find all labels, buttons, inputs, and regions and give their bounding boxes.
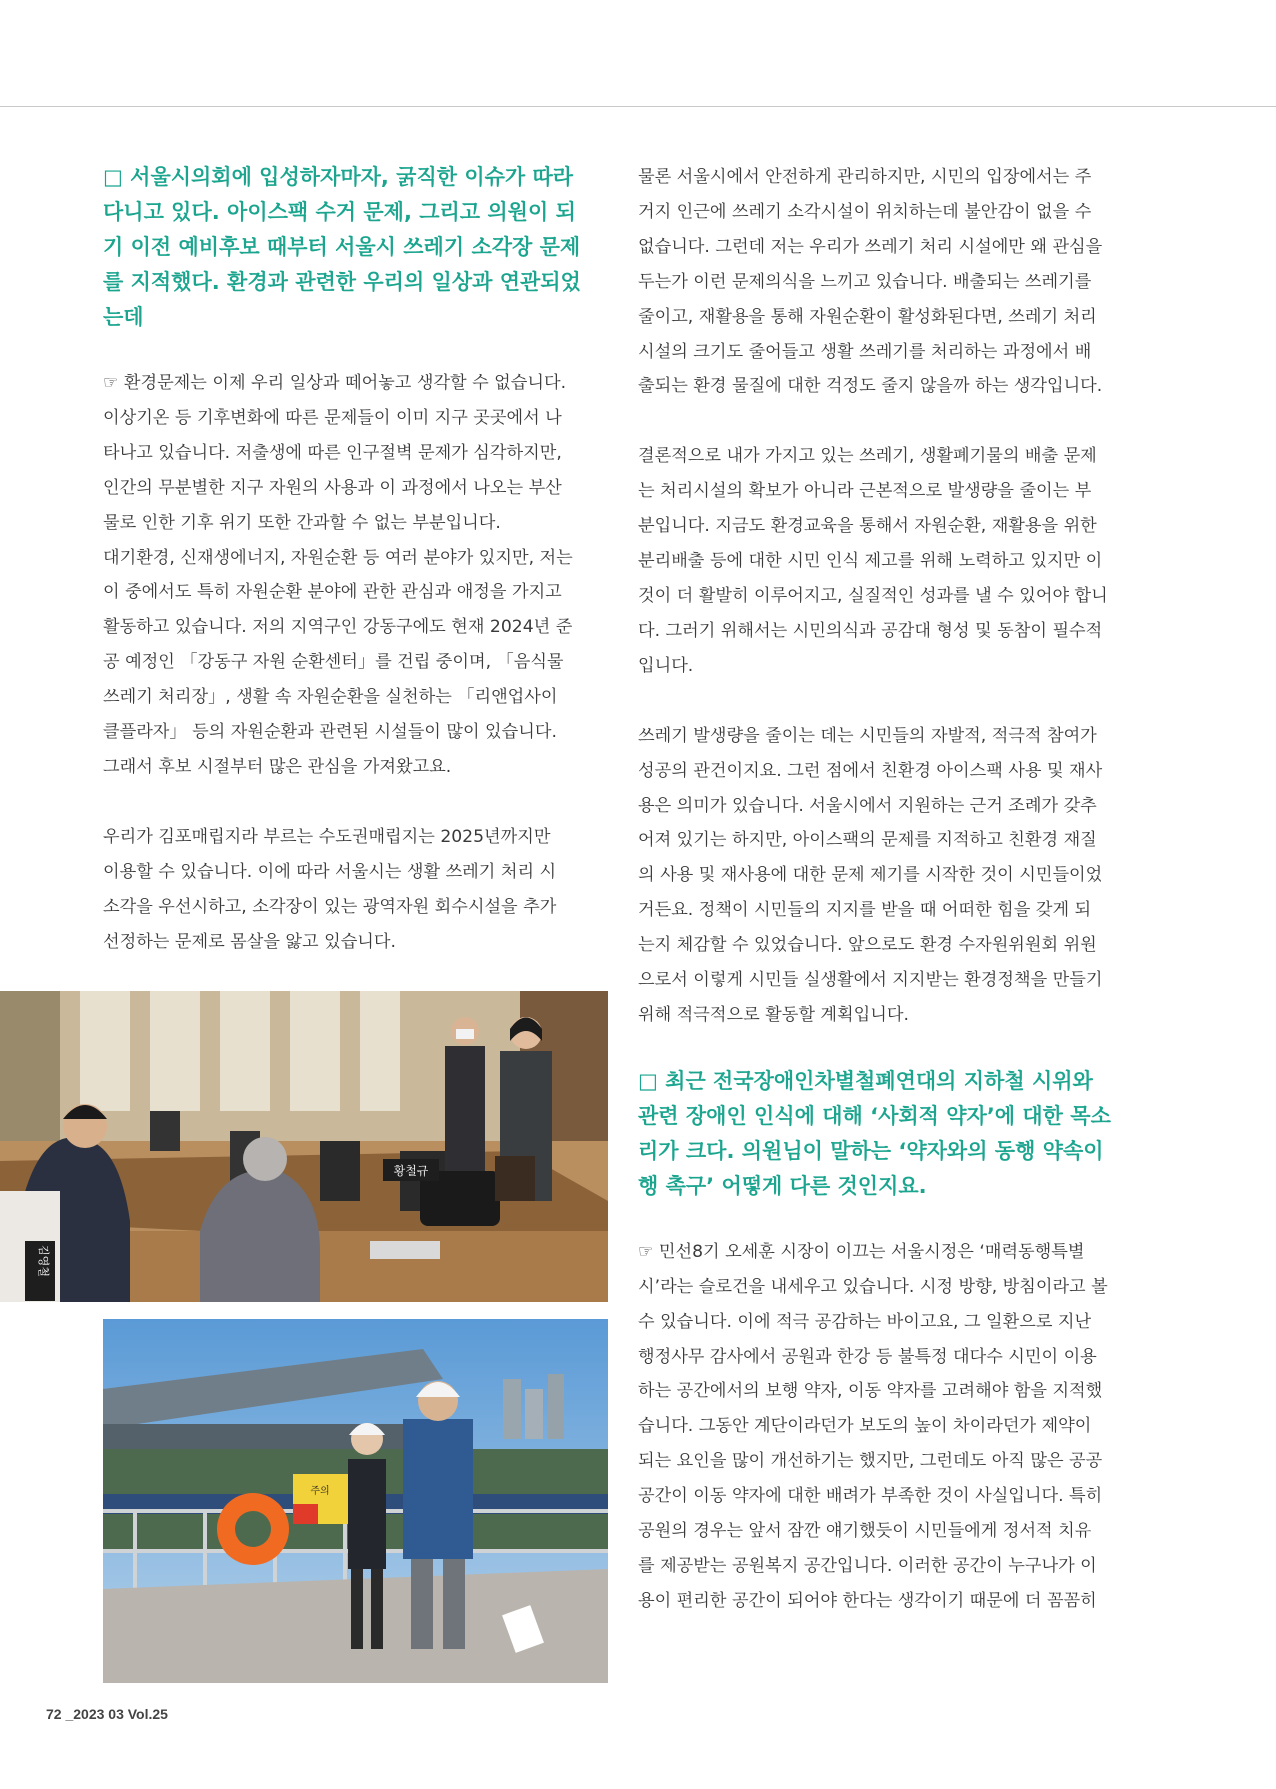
answer-paragraph-2: 우리가 김포매립지라 부르는 수도권매립지는 2025년까지만 이용할 수 있습니다. 이에 따라 서울시는 생활 쓰레기 처리 시 소각을 우선시하고, 소각장이 있는 광역자원 회수시설을 추가 선정하는 문제로 몸살을 앓고 있습니다.	[103, 826, 557, 952]
answer-paragraph-5: 쓰레기 발생량을 줄이는 데는 시민들의 자발적, 적극적 참여가 성공의 관건이지요. 그런 점에서 친환경 아이스팩 사용 및 재사 용은 의미가 있습니다. 서울시에서 지원하는 근거 조례가 갖추 어져 있기는 하지만, 아이스팩의 문제를 지적하고 친환경 재질 의 사용 및 재사용에 대한 문제 제기를 시작한 것이 시민들이었 거든요. 정책이 시민들의 지지를 받을 때 어떠한 힘을 갖게 되 는지 체감할 수 있었습니다. 앞으로도 환경 수자원위원회 위원 으로서 이렇게 시민들 실생활에서 지지받는 환경정책을 만들기 위해 적극적으로 활동할 계획입니다.	[638, 725, 1103, 1025]
council-meeting-photo	[0, 991, 608, 1302]
left-column	[103, 160, 608, 960]
question-heading-2: □ 최근 전국장애인차별철폐연대의 지하철 시위와 관련 장애인 인식에 대해 ‘사회적 약자’에 대한 목소 리가 크다. 의원님이 말하는 ‘약자와의 동행 약속이 행 촉구’ 어떻게 다른 것인지요.	[638, 1068, 1111, 1198]
question-heading-1: □ 서울시의회에 입성하자마자, 굵직한 이슈가 따라 다니고 있다. 아이스팩 수거 문제, 그리고 의원이 되 기 이전 예비후보 때부터 서울시 쓰레기 소각장 문제 를 지적했다. 환경과 관련한 우리의 일상과 연관되었 는데	[103, 165, 581, 329]
nameplate-kim: 김영철	[37, 1245, 50, 1277]
header-rule	[0, 106, 1276, 107]
facility-inspection-photo	[103, 1319, 608, 1683]
right-column	[638, 160, 1140, 1619]
answer-paragraph-4: 결론적으로 내가 가지고 있는 쓰레기, 생활폐기물의 배출 문제 는 처리시설의 확보가 아니라 근본적으로 발생량을 줄이는 부 분입니다. 지금도 환경교육을 통해서 자원순환, 재활용을 위한 분리배출 등에 대한 시민 인식 제고를 위해 노력하고 있지만 이 것이 더 활발히 이루어지고, 실질적인 성과를 낼 수 있어야 합니 다. 그러기 위해서는 시민의식과 공감대 형성 및 동참이 필수적 입니다.	[638, 446, 1108, 676]
answer-paragraph-1: ☞ 환경문제는 이제 우리 일상과 떼어놓고 생각할 수 없습니다. 이상기온 등 기후변화에 따른 문제들이 이미 지구 곳곳에서 나 타나고 있습니다. 저출생에 따른 인구절벽 문제가 심각하지만, 인간의 무분별한 지구 자원의 사용과 이 과정에서 나오는 부산 물로 인한 기후 위기 또한 간과할 수 없는 부분입니다. 대기환경, 신재생에너지, 자원순환 등 여러 분야가 있지만, 저는 이 중에서도 특히 자원순환 분야에 관한 관심과 애정을 가지고 활동하고 있습니다. 저의 지역구인 강동구에도 현재 2024년 준 공 예정인 「강동구 자원 순환센터」를 건립 중이며, 「음식물 쓰레기 처리장」, 생활 속 자원순환을 실천하는 「리앤업사이 클플라자」 등의 자원순환과 관련된 시설들이 많이 있습니다. 그래서 후보 시절부터 많은 관심을 가져왔고요.	[103, 373, 573, 777]
answer-paragraph-3: 물론 서울시에서 안전하게 관리하지만, 시민의 입장에서는 주 거지 인근에 쓰레기 소각시설이 위치하는데 불안감이 없을 수 없습니다. 그런데 저는 우리가 쓰레기 처리 시설에만 왜 관심을 두는가 이런 문제의식을 느끼고 있습니다. 배출되는 쓰레기를 줄이고, 재활용을 통해 자원순환이 활성화된다면, 쓰레기 처리 시설의 크기도 줄어들고 생활 쓰레기를 처리하는 과정에서 배 출되는 환경 물질에 대한 걱정도 줄지 않을까 하는 생각입니다.	[638, 167, 1103, 397]
nameplate-hwang: 황철규	[393, 1164, 429, 1178]
page-footer: 72 _2023 03 Vol.25	[46, 1706, 168, 1722]
answer-paragraph-6: ☞ 민선8기 오세훈 시장이 이끄는 서울시정은 ‘매력동행특별 시’라는 슬로건을 내세우고 있습니다. 시정 방향, 방침이라고 볼 수 있습니다. 이에 적극 공감하는 바이고요, 그 일환으로 지난 행정사무 감사에서 공원과 한강 등 불특정 대다수 시민이 이용 하는 공간에서의 보행 약자, 이동 약자를 고려해야 함을 지적했 습니다. 그동안 계단이라던가 보도의 높이 차이라던가 제약이 되는 요인을 많이 개선하기는 했지만, 그런데도 아직 많은 공공 공간이 이동 약자에 대한 배려가 부족한 것이 사실입니다. 특히 공원의 경우는 앞서 잠깐 얘기했듯이 시민들에게 정서적 치유 를 제공받는 공원복지 공간입니다. 이러한 공간이 누구나가 이 용이 편리한 공간이 되어야 한다는 생각이기 때문에 더 꼼꼼히	[638, 1241, 1108, 1611]
warning-sign-text: 주의	[310, 1486, 330, 1497]
